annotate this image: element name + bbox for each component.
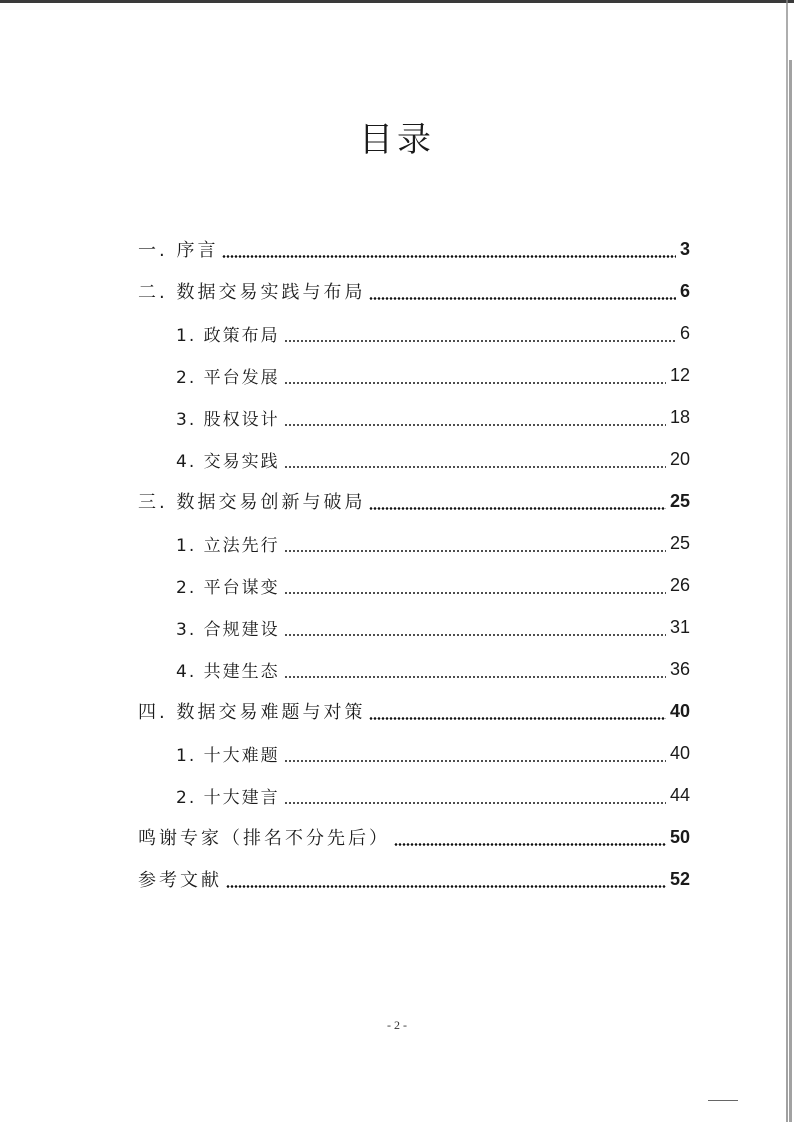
toc-dot-leader <box>284 676 666 678</box>
toc-dot-leader <box>284 760 666 762</box>
toc-entry-label: 3. 股权设计 <box>176 409 280 430</box>
toc-dot-leader <box>284 466 666 468</box>
toc-entry-label: 4. 交易实践 <box>176 451 280 472</box>
toc-dot-leader <box>222 255 676 258</box>
toc-entry-page: 12 <box>669 364 690 385</box>
scan-edge-right-shadow <box>789 60 792 1122</box>
toc-entry-page: 44 <box>669 784 690 805</box>
toc-entry-page: 52 <box>669 868 690 889</box>
toc-entry[interactable] <box>138 354 690 396</box>
toc-entry[interactable] <box>138 312 690 354</box>
toc-entry-page: 25 <box>669 490 690 511</box>
toc-dot-leader <box>284 424 666 426</box>
toc-entry[interactable] <box>138 396 690 438</box>
toc-entry-label: 2. 平台谋变 <box>176 577 280 598</box>
toc-entry[interactable] <box>138 732 690 774</box>
toc-entry-page: 25 <box>669 532 690 553</box>
toc-entry[interactable] <box>138 564 690 606</box>
toc-dot-leader <box>226 885 666 888</box>
toc-dot-leader <box>394 843 666 846</box>
toc-entry-page: 20 <box>669 448 690 469</box>
toc-entry-label: 1. 十大难题 <box>176 745 280 766</box>
toc-entry-page: 36 <box>669 658 690 679</box>
table-of-contents <box>138 228 690 900</box>
toc-dot-leader <box>284 592 666 594</box>
toc-entry-page: 40 <box>669 700 690 721</box>
scan-mark <box>708 1100 738 1101</box>
toc-entry-label: 一. 序言 <box>138 240 219 261</box>
toc-entry-page: 26 <box>669 574 690 595</box>
scan-edge-right <box>786 0 788 1122</box>
toc-entry-page: 40 <box>669 742 690 763</box>
toc-dot-leader <box>284 802 666 804</box>
toc-entry-label: 2. 十大建言 <box>176 787 280 808</box>
toc-dot-leader <box>369 717 666 720</box>
toc-dot-leader <box>284 550 666 552</box>
toc-entry[interactable] <box>138 690 690 732</box>
toc-entry-page: 3 <box>679 238 690 259</box>
toc-dot-leader <box>284 634 666 636</box>
page-title: 目录 <box>359 120 435 160</box>
toc-entry[interactable] <box>138 270 690 312</box>
toc-entry-label: 二. 数据交易实践与布局 <box>138 282 366 303</box>
toc-entry[interactable] <box>138 228 690 270</box>
toc-entry-page: 31 <box>669 616 690 637</box>
toc-entry[interactable] <box>138 438 690 480</box>
toc-dot-leader <box>284 340 676 342</box>
toc-dot-leader <box>369 297 676 300</box>
toc-dot-leader <box>369 507 666 510</box>
toc-entry[interactable] <box>138 774 690 816</box>
toc-entry[interactable] <box>138 648 690 690</box>
page-number: - 2 - <box>387 1018 407 1032</box>
toc-entry[interactable] <box>138 522 690 564</box>
toc-entry-label: 鸣谢专家（排名不分先后） <box>138 828 390 849</box>
toc-dot-leader <box>284 382 666 384</box>
toc-entry-label: 2. 平台发展 <box>176 367 280 388</box>
toc-entry-page: 50 <box>669 826 690 847</box>
toc-entry-label: 3. 合规建设 <box>176 619 280 640</box>
toc-entry[interactable] <box>138 606 690 648</box>
toc-entry-label: 四. 数据交易难题与对策 <box>138 702 366 723</box>
toc-entry-page: 6 <box>679 322 690 343</box>
toc-entry-label: 三. 数据交易创新与破局 <box>138 492 366 513</box>
scan-edge-top <box>0 0 794 3</box>
toc-entry[interactable] <box>138 858 690 900</box>
toc-entry[interactable] <box>138 480 690 522</box>
toc-entry[interactable] <box>138 816 690 858</box>
toc-entry-label: 参考文献 <box>138 870 222 891</box>
toc-entry-page: 6 <box>679 280 690 301</box>
toc-entry-label: 4. 共建生态 <box>176 661 280 682</box>
toc-entry-label: 1. 政策布局 <box>176 325 280 346</box>
toc-entry-label: 1. 立法先行 <box>176 535 280 556</box>
toc-entry-page: 18 <box>669 406 690 427</box>
